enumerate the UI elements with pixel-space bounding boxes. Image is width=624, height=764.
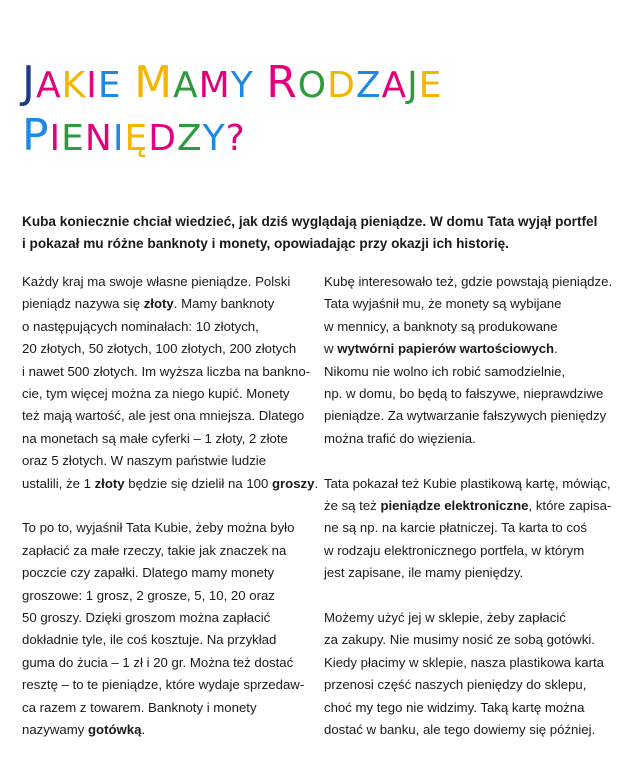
- bold-term: gotówką: [87, 722, 142, 738]
- body-line: [22, 585, 312, 607]
- text-run: cie, tym więcej można za niego kupić. Monety: [22, 386, 290, 402]
- body-line: [22, 383, 312, 405]
- text-run: ne są np. na karcie płatniczej. Ta karta to coś: [324, 520, 587, 536]
- body-line: [22, 473, 319, 495]
- text-run: za zakupy. Nie musimy nosić ze sobą gotówki.: [324, 632, 595, 648]
- title-letter: A: [173, 65, 199, 106]
- body-line: [324, 697, 616, 719]
- text-run: ustalili, że 1: [22, 475, 95, 491]
- text-run: Kiedy płacimy w sklepie, nasza plastikowa karta: [324, 654, 604, 670]
- text-run: 50 groszy. Dzięki groszom można zapłacić: [22, 610, 271, 626]
- body-line: [324, 652, 616, 674]
- title-letter: J: [407, 65, 419, 106]
- body-line: [324, 562, 616, 584]
- text-run: To po to, wyjaśnił Tata Kubie, żeby można było: [22, 520, 295, 536]
- body-line: [324, 473, 616, 495]
- body-paragraph: [22, 517, 312, 741]
- body-line: [22, 450, 312, 472]
- title-letter: Y: [230, 65, 254, 106]
- text-run: .: [141, 722, 146, 738]
- body-line: [324, 405, 616, 427]
- body-line: [22, 540, 312, 562]
- body-line: [22, 719, 312, 741]
- text-run: Każdy kraj ma swoje własne pieniądze. Polski: [22, 274, 291, 289]
- text-run: można trafić do więzienia.: [324, 430, 476, 446]
- text-run: pieniądz nazywa się: [22, 296, 144, 312]
- text-run: dostać w banku, ale tego dowiemy się później.: [324, 722, 596, 738]
- body-line: [324, 383, 616, 405]
- body-line: [22, 316, 312, 338]
- title-letter: D: [148, 118, 177, 159]
- body-line: [22, 607, 312, 629]
- text-run: i nawet 500 złotych. Im wyższa liczba na bankno-: [22, 363, 311, 379]
- body-line: [22, 562, 312, 584]
- title-letter: O: [297, 65, 328, 106]
- title-letter: ?: [225, 118, 246, 159]
- body-line: [324, 540, 616, 562]
- text-run: będzie się dzielił na 100: [124, 475, 272, 491]
- body-line: [22, 674, 312, 696]
- body-paragraph: [22, 271, 319, 495]
- text-run: w rodzaju elektronicznego portfela, w którym: [324, 542, 585, 558]
- body-line: [22, 405, 312, 427]
- body-line: [324, 316, 616, 338]
- text-run: Tata pokazał też Kubie plastikową kartę, mówiąc,: [324, 475, 611, 491]
- title-line-1: [22, 58, 443, 111]
- title-letter: Ę: [124, 118, 149, 159]
- title-line-2: [22, 111, 443, 164]
- text-run: o następujących nominałach: 10 złotych,: [22, 318, 259, 334]
- text-run: Nikomu nie wolno ich robić samodzielnie,: [324, 363, 566, 379]
- text-run: przenosi część naszych pieniędzy do sklepu,: [324, 677, 587, 693]
- text-run: pieniądze. Za wytwarzanie fałszywych pieniędzy: [324, 408, 607, 424]
- body-line: [324, 607, 616, 629]
- title-letter: I: [112, 118, 125, 159]
- text-run: oraz 5 złotych. W naszym państwie ludzie: [22, 453, 267, 469]
- body-line: [324, 719, 616, 741]
- text-run: poczcie czy zapałki. Dlatego mamy monety: [22, 565, 275, 581]
- text-run: nazywamy: [22, 722, 88, 738]
- text-run: dokładnie tyle, ile coś kosztuje. Na przykład: [22, 632, 277, 648]
- bold-term: złoty: [143, 296, 174, 312]
- intro-paragraph: [22, 211, 612, 255]
- text-run: Tata wyjaśnił mu, że monety są wybijane: [324, 296, 562, 312]
- text-run: w: [324, 341, 338, 357]
- title-letter: [254, 61, 266, 111]
- page-title: [22, 58, 443, 164]
- title-letter: Z: [176, 118, 203, 159]
- title-letter: I: [86, 65, 98, 106]
- title-letter: Z: [355, 65, 382, 106]
- title-letter: E: [418, 65, 443, 106]
- text-run: zapłacić za małe rzeczy, takie jak znaczek na: [22, 542, 287, 558]
- text-run: choć my tego nie widzimy. Taką kartę można: [324, 699, 585, 715]
- body-line: [22, 361, 312, 383]
- bold-term: pieniądze elektroniczne: [380, 498, 529, 514]
- body-line: [22, 338, 312, 360]
- title-letter: N: [84, 118, 113, 159]
- body-paragraph: [324, 271, 616, 450]
- body-line: [22, 293, 312, 315]
- title-letter: P: [22, 110, 50, 161]
- text-run: 20 złotych, 50 złotych, 100 złotych, 200 złotych: [22, 341, 297, 357]
- body-paragraph: [324, 607, 616, 741]
- text-run: w mennicy, a banknoty są produkowane: [324, 318, 558, 334]
- bold-term: wytwórni papierów wartościowych: [337, 341, 555, 357]
- body-line: [324, 361, 616, 383]
- body-line: [22, 271, 312, 293]
- title-letter: M: [198, 65, 231, 106]
- title-letter: Y: [202, 118, 226, 159]
- title-letter: M: [134, 57, 174, 108]
- title-letter: [122, 61, 134, 111]
- title-letter: E: [97, 65, 122, 106]
- text-run: Możemy użyć jej w sklepie, żeby zapłacić: [324, 610, 566, 626]
- text-run: groszowe: 1 grosz, 2 grosze, 5, 10, 20 oraz: [22, 587, 275, 603]
- title-letter: R: [266, 57, 298, 108]
- text-run: resztę – to te pieniądze, które wydaje sprzedaw-: [22, 677, 305, 693]
- title-letter: A: [381, 65, 408, 106]
- text-run: np. w domu, bo będą to fałszywe, nieprawdziwe: [324, 386, 604, 402]
- body-line: [324, 338, 616, 360]
- title-letter: J: [22, 57, 36, 108]
- text-run: że są też: [324, 498, 381, 514]
- text-run: jest zapisane, ile mamy pieniędzy.: [324, 565, 524, 581]
- bold-term: groszy: [271, 475, 315, 491]
- text-run: Kubę interesowało też, gdzie powstają pieniądze.: [324, 274, 613, 289]
- bold-term: złoty: [94, 475, 125, 491]
- body-line: [22, 697, 312, 719]
- left-text-column: [22, 271, 319, 764]
- body-line: [22, 428, 312, 450]
- body-line: [324, 495, 616, 517]
- title-letter: E: [61, 118, 85, 159]
- body-line: [324, 674, 616, 696]
- body-line: [324, 428, 616, 450]
- body-line: [324, 271, 616, 293]
- text-run: guma do żucia – 1 zł i 20 gr. Można też dostać: [22, 654, 294, 670]
- text-run: , które zapisa-: [528, 498, 612, 514]
- text-run: .: [554, 341, 558, 357]
- text-run: . Mamy banknoty: [173, 296, 275, 312]
- title-letter: I: [49, 118, 62, 159]
- intro-line: i pokazał mu różne banknoty i monety, opowiadając przy okazji ich historię.: [22, 236, 509, 251]
- body-line: [324, 629, 616, 651]
- title-letter: D: [327, 65, 356, 106]
- title-letter: A: [35, 65, 62, 106]
- title-letter: K: [61, 65, 87, 106]
- body-line: [324, 293, 616, 315]
- body-line: [22, 629, 312, 651]
- body-paragraph: [324, 473, 616, 585]
- text-run: na monetach są małe cyferki – 1 złoty, 2 złote: [22, 430, 288, 446]
- intro-line: Kuba koniecznie chciał wiedzieć, jak dziś wyglądają pieniądze. W domu Tata wyjął portfel: [22, 214, 598, 229]
- text-run: też mają wartość, ale jest ona mniejsza. Dlatego: [22, 408, 305, 424]
- right-text-column: [324, 271, 616, 764]
- text-run: ca razem z towarem. Banknoty i monety: [22, 699, 257, 715]
- body-line: [324, 517, 616, 539]
- body-line: [22, 517, 312, 539]
- text-run: .: [314, 475, 319, 491]
- body-line: [22, 652, 312, 674]
